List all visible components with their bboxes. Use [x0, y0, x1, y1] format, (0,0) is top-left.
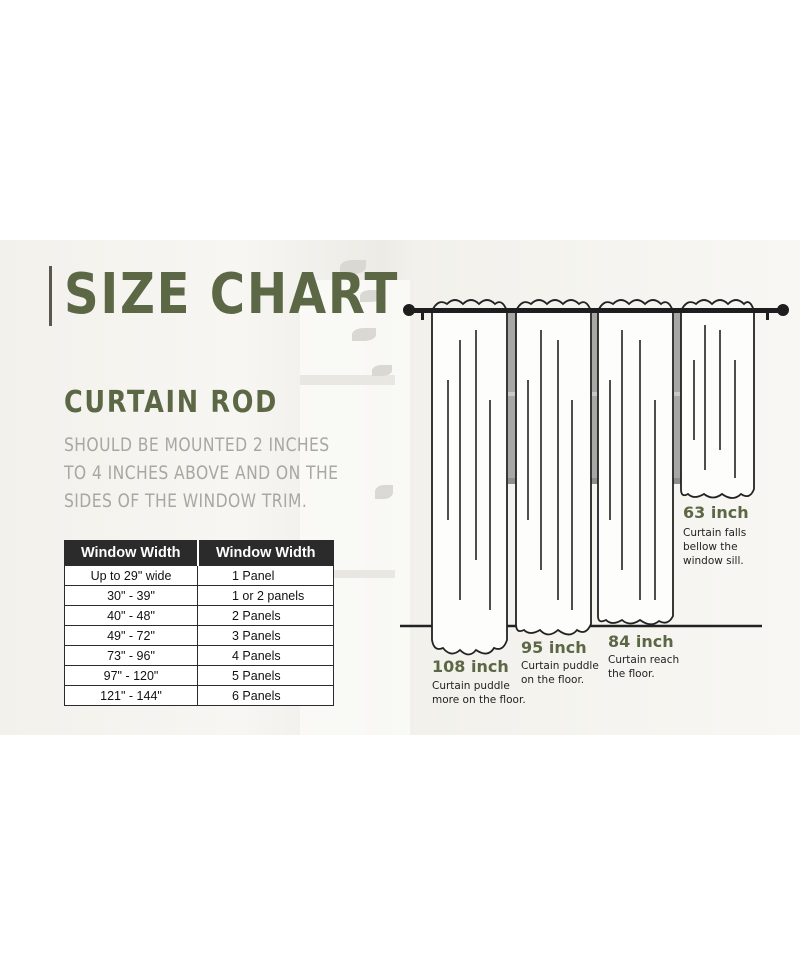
description-line: window sill. [683, 555, 744, 567]
width-cell: Up to 29" wide [65, 566, 198, 586]
page-title: SIZE CHART [64, 262, 400, 327]
width-cell: 121" - 144" [65, 686, 198, 706]
rod-finial [777, 304, 789, 316]
width-cell: 49" - 72" [65, 626, 198, 646]
rod-finial [403, 304, 415, 316]
length-63-label: 63 inch [683, 503, 749, 522]
panels-cell: 6 Panels [198, 686, 334, 706]
description-line: Curtain falls [683, 527, 747, 539]
description-line: Curtain puddle [521, 660, 599, 672]
panels-cell: 5 Panels [198, 666, 334, 686]
panels-cell: 4 Panels [198, 646, 334, 666]
curtain-rod-heading: CURTAIN ROD [64, 385, 278, 420]
width-cell: 97" - 120" [65, 666, 198, 686]
width-cell: 73" - 96" [65, 646, 198, 666]
length-84-description [608, 653, 679, 681]
panels-cell: 1 Panel [198, 566, 334, 586]
description-line: Curtain reach [608, 654, 680, 666]
panels-cell: 3 Panels [198, 626, 334, 646]
description-line: SIDES OF THE WINDOW TRIM. [64, 490, 308, 512]
length-95-label: 95 inch [521, 638, 587, 657]
description-line: bellow the [683, 541, 738, 553]
description-line: SHOULD BE MOUNTED 2 INCHES [64, 434, 330, 456]
description-line: TO 4 INCHES ABOVE AND ON THE [64, 462, 339, 484]
panels-cell: 1 or 2 panels [198, 586, 334, 606]
width-cell: 30" - 39" [65, 586, 198, 606]
window-frame [508, 312, 516, 484]
description-line: on the floor. [521, 674, 585, 686]
description-line: more on the floor. [432, 694, 526, 706]
length-108-description [432, 679, 526, 707]
rod-bracket [421, 311, 424, 320]
curtain-63 [681, 311, 754, 498]
length-63-description [683, 526, 746, 568]
panels-cell: 2 Panels [198, 606, 334, 626]
length-95-description [521, 659, 599, 687]
length-108-label: 108 inch [432, 657, 509, 676]
width-cell: 40" - 48" [65, 606, 198, 626]
curtain-108 [432, 311, 507, 655]
column-header: Window Width [198, 541, 334, 566]
column-header: Window Width [65, 541, 198, 566]
description-line: Curtain puddle [432, 680, 510, 692]
curtain-rod [409, 308, 783, 313]
window-frame [674, 312, 681, 484]
description-line: the floor. [608, 668, 655, 680]
length-84-label: 84 inch [608, 632, 674, 651]
rod-bracket [766, 311, 769, 320]
